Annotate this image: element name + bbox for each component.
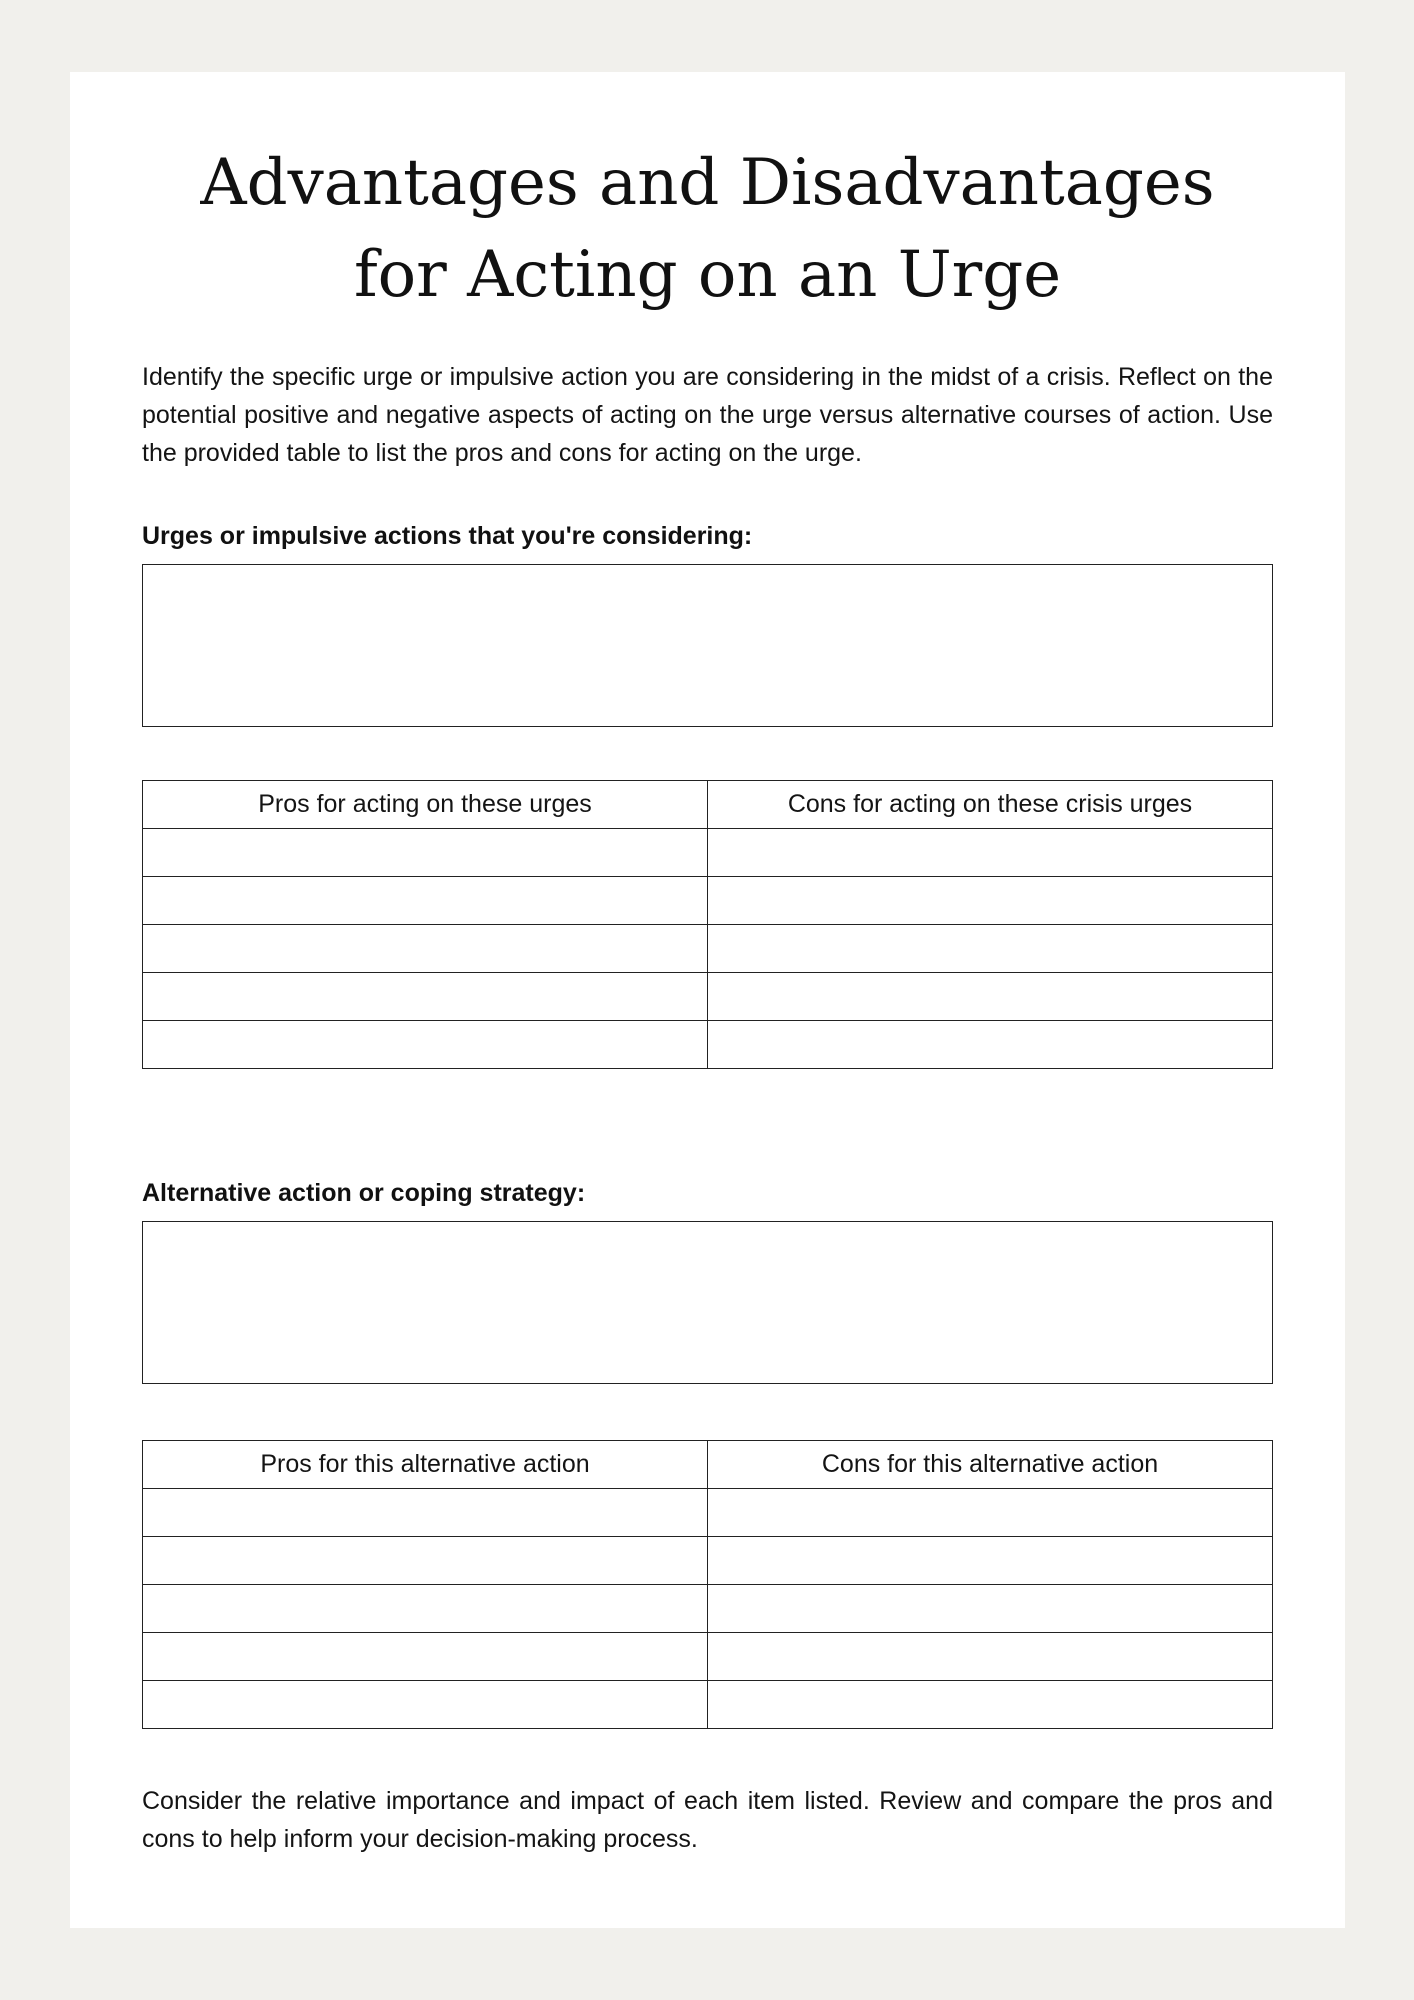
urge-pros-cell[interactable] (143, 925, 708, 973)
alternative-cons-header: Cons for this alternative action (708, 1441, 1273, 1489)
alternative-pros-cons-table (142, 1440, 1273, 1729)
urge-pros-cell[interactable] (143, 877, 708, 925)
title-line-2: for Acting on an Urge (353, 238, 1062, 312)
alternative-cons-cell[interactable] (708, 1585, 1273, 1633)
urges-label: Urges or impulsive actions that you're considering: (142, 522, 753, 550)
urge-cons-cell[interactable] (708, 877, 1273, 925)
worksheet-page (70, 72, 1345, 1928)
urge-pros-cell[interactable] (143, 829, 708, 877)
table-row (143, 1585, 1273, 1633)
urge-cons-cell[interactable] (708, 1021, 1273, 1069)
table-header-row (143, 1441, 1273, 1489)
alternative-pros-cell[interactable] (143, 1537, 708, 1585)
table-row (143, 1633, 1273, 1681)
alternative-pros-cell[interactable] (143, 1681, 708, 1729)
alternative-answer-box[interactable] (142, 1221, 1273, 1384)
alternative-pros-cell[interactable] (143, 1633, 708, 1681)
alternative-label: Alternative action or coping strategy: (142, 1179, 586, 1207)
table-row (143, 1681, 1273, 1729)
urge-cons-cell[interactable] (708, 973, 1273, 1021)
urge-pros-cell[interactable] (143, 1021, 708, 1069)
alternative-pros-header: Pros for this alternative action (143, 1441, 708, 1489)
closing-paragraph: Consider the relative importance and impact of each item listed. Review and compare the pros and cons to help inform your decision-making process. (142, 1787, 1273, 1853)
urges-answer-box[interactable] (142, 564, 1273, 727)
alternative-cons-cell[interactable] (708, 1537, 1273, 1585)
urge-cons-cell[interactable] (708, 829, 1273, 877)
intro-paragraph: Identify the specific urge or impulsive action you are considering in the midst of a crisis. Reflect on the potential positive and negative aspects of acting on the urge versus alternative courses of action. Use the provided table to list the pros and cons for acting on the urge. (142, 363, 1273, 467)
table-row (143, 877, 1273, 925)
page-title (142, 137, 1273, 321)
alternative-pros-cell[interactable] (143, 1489, 708, 1537)
title-line-1: Advantages and Disadvantages (200, 146, 1215, 220)
alternative-pros-cell[interactable] (143, 1585, 708, 1633)
table-row (143, 1489, 1273, 1537)
urge-pros-header: Pros for acting on these urges (143, 781, 708, 829)
alternative-cons-cell[interactable] (708, 1633, 1273, 1681)
urge-pros-cell[interactable] (143, 973, 708, 1021)
table-row (143, 973, 1273, 1021)
table-row (143, 1021, 1273, 1069)
alternative-cons-cell[interactable] (708, 1681, 1273, 1729)
alternative-cons-cell[interactable] (708, 1489, 1273, 1537)
urge-cons-cell[interactable] (708, 925, 1273, 973)
table-header-row (143, 781, 1273, 829)
table-row (143, 1537, 1273, 1585)
urge-pros-cons-table (142, 780, 1273, 1069)
table-row (143, 925, 1273, 973)
table-row (143, 829, 1273, 877)
urge-cons-header: Cons for acting on these crisis urges (708, 781, 1273, 829)
